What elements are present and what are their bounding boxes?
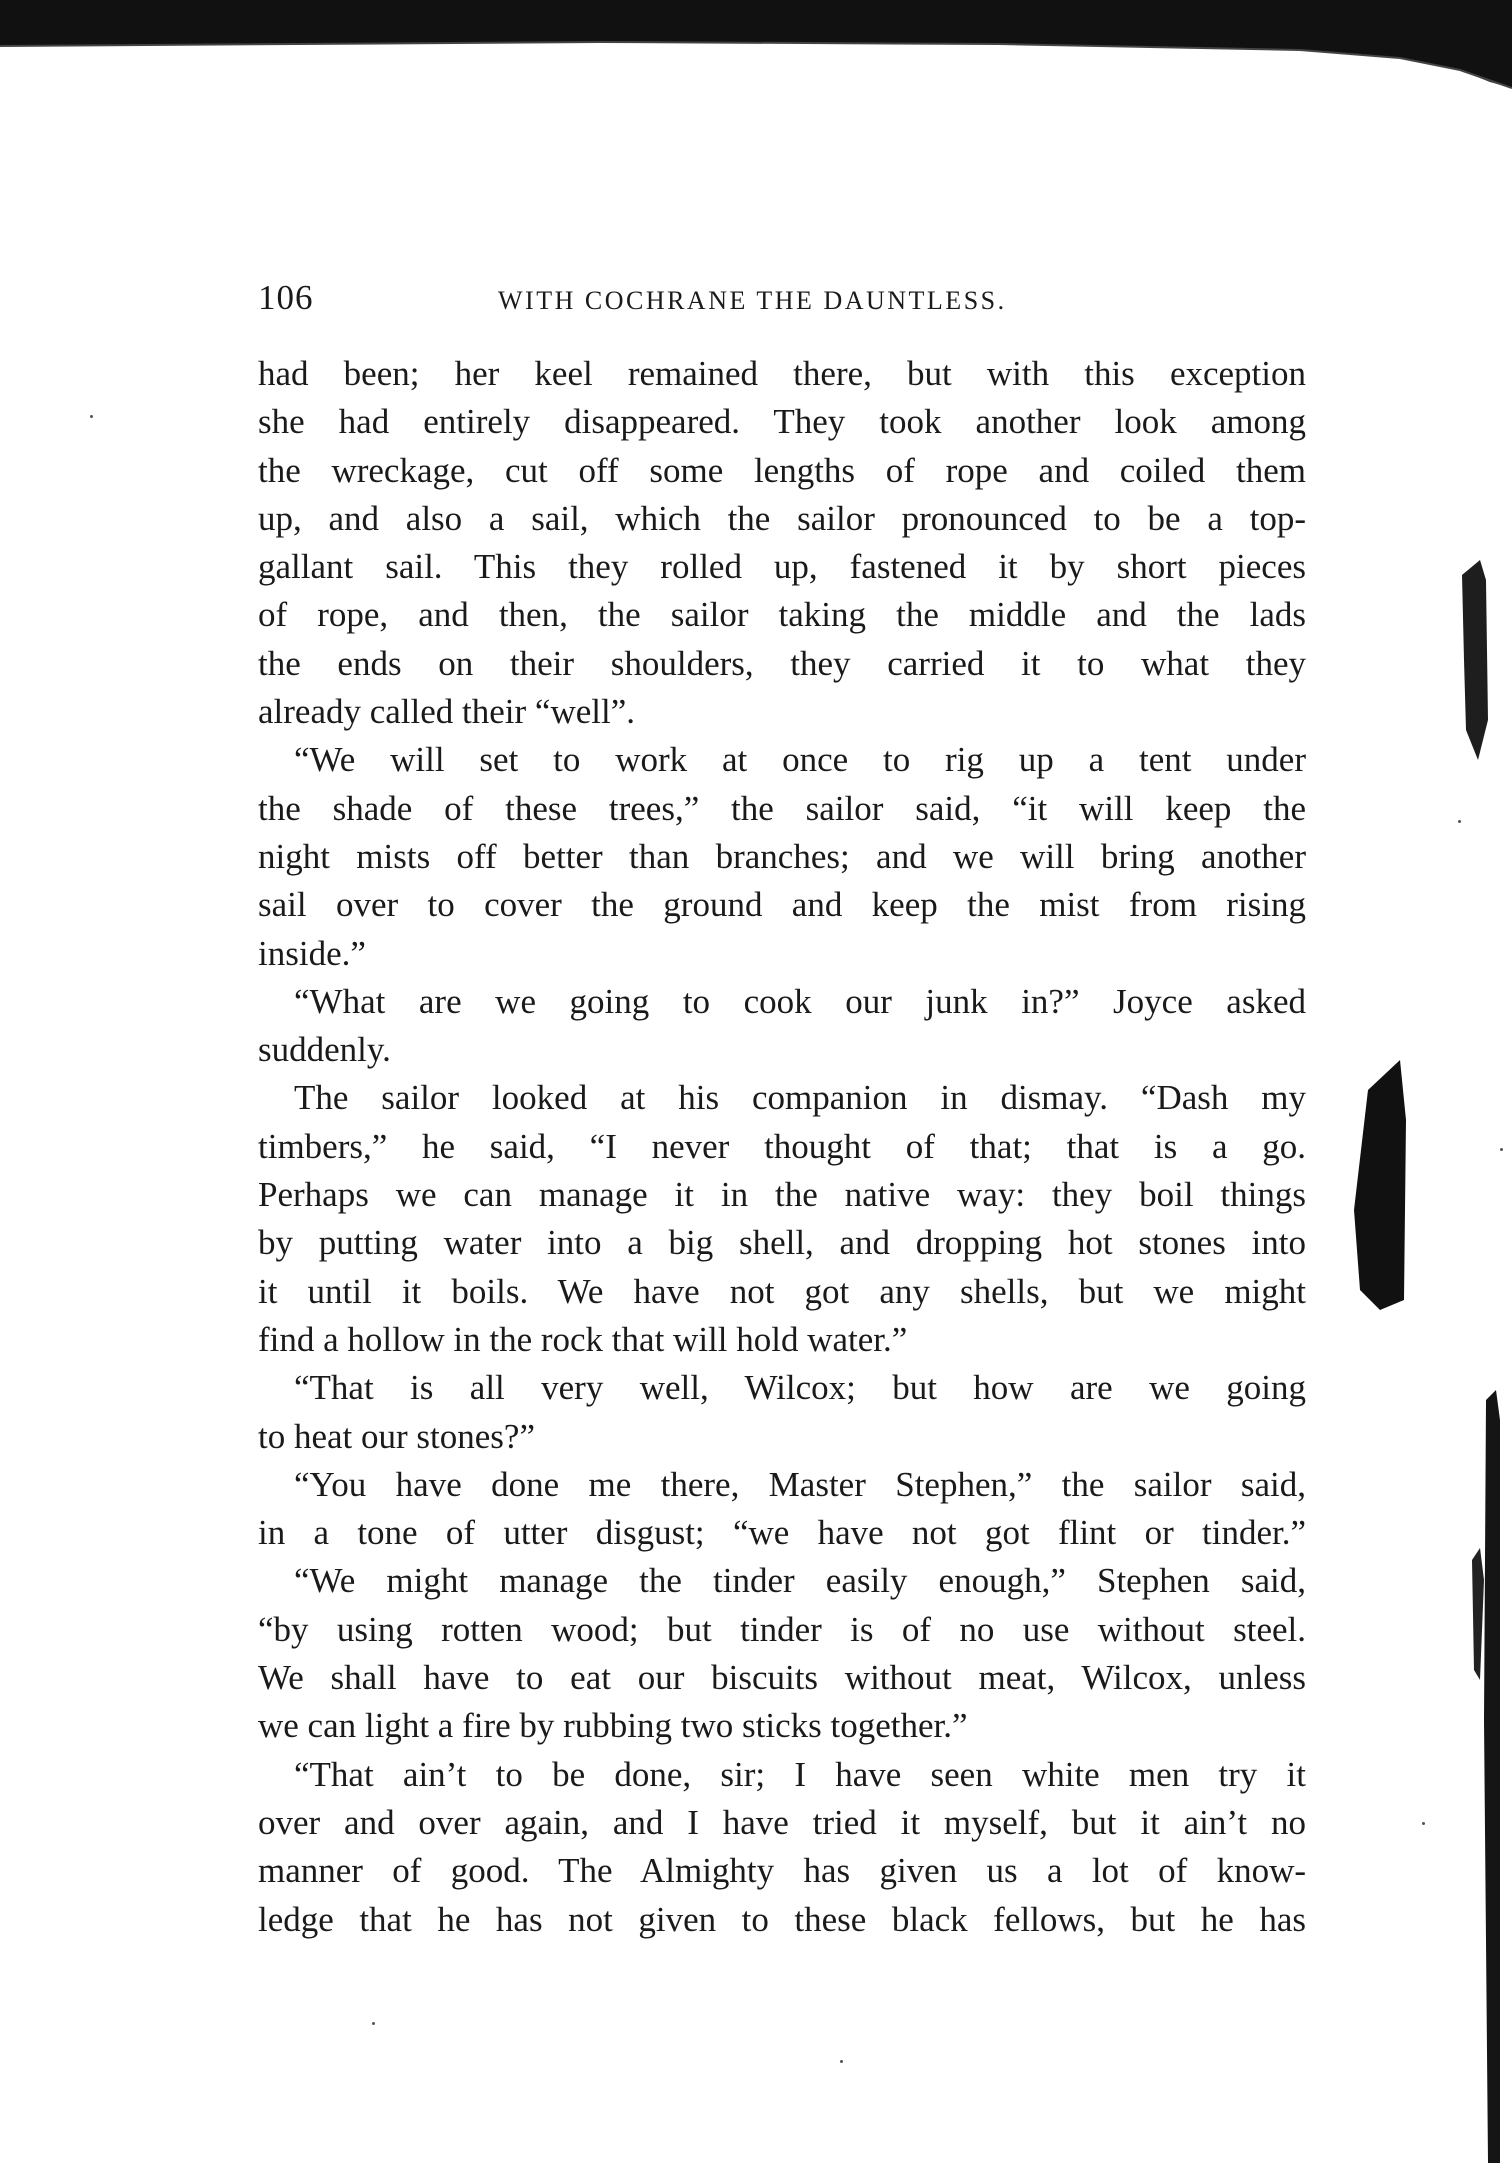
text-line: up, and also a sail, which the sailor pronounced to be a top-	[258, 498, 1306, 538]
text-line: “You have done me there, Master Stephen,” the sailor said,	[294, 1464, 1306, 1504]
text-line: the shade of these trees,” the sailor said, “it will keep the	[258, 788, 1306, 828]
text-line: we can light a fire by rubbing two sticks together.”	[258, 1706, 968, 1746]
running-title: WITH COCHRANE THE DAUNTLESS.	[498, 286, 1007, 315]
text-line: the ends on their shoulders, they carried it to what they	[258, 643, 1306, 683]
text-line: “by using rotten wood; but tinder is of no use without steel.	[258, 1609, 1306, 1649]
text-line: ledge that he has not given to these black fellows, but he has	[258, 1899, 1306, 1939]
text-line: find a hollow in the rock that will hold water.”	[258, 1319, 908, 1359]
text-line: by putting water into a big shell, and dropping hot stones into	[258, 1223, 1306, 1263]
text-line: of rope, and then, the sailor taking the middle and the lads	[258, 595, 1306, 635]
text-line: inside.”	[258, 933, 366, 973]
text-line: “That is all very well, Wilcox; but how are we going	[294, 1368, 1306, 1408]
text-line: Perhaps we can manage it in the native way: they boil things	[258, 1175, 1306, 1215]
text-line: “That ain’t to be done, sir; I have seen white men try it	[294, 1754, 1306, 1794]
text-line: to heat our stones?”	[258, 1416, 535, 1456]
text-line: We shall have to eat our biscuits without meat, Wilcox, unless	[258, 1658, 1306, 1698]
scan-speck	[372, 2022, 375, 2025]
text-line: sail over to cover the ground and keep the mist from rising	[258, 885, 1306, 925]
text-line: timbers,” he said, “I never thought of that; that is a go.	[258, 1126, 1306, 1166]
text-line: already called their “well”.	[258, 692, 636, 732]
running-head	[258, 278, 1308, 328]
text-line: “We might manage the tinder easily enough,” Stephen said,	[294, 1561, 1306, 1601]
text-line: gallant sail. This they rolled up, fastened it by short pieces	[258, 547, 1306, 587]
scan-edge-marks	[1340, 520, 1512, 2163]
text-line: night mists off better than branches; and we will bring another	[258, 836, 1306, 876]
text-line: suddenly.	[258, 1030, 391, 1070]
text-line: the wreckage, cut off some lengths of rope and coiled them	[258, 450, 1306, 490]
body-text	[258, 350, 1306, 1944]
text-line: in a tone of utter disgust; “we have not got flint or tinder.”	[258, 1513, 1306, 1553]
text-line: “We will set to work at once to rig up a tent under	[294, 740, 1306, 780]
text-line: had been; her keel remained there, but with this exception	[258, 354, 1306, 393]
text-line: it until it boils. We have not got any shells, but we might	[258, 1271, 1306, 1311]
scan-speck	[1422, 1822, 1425, 1825]
scan-speck	[1458, 820, 1461, 823]
text-line: manner of good. The Almighty has given us a lot of know-	[258, 1851, 1306, 1891]
scan-speck	[1500, 1148, 1503, 1151]
scan-top-edge	[0, 0, 1512, 90]
text-line: over and over again, and I have tried it myself, but it ain’t no	[258, 1802, 1306, 1842]
scan-speck	[840, 2060, 843, 2063]
text-line: The sailor looked at his companion in dismay. “Dash my	[294, 1078, 1306, 1118]
scan-speck	[90, 415, 93, 418]
text-line: she had entirely disappeared. They took another look among	[258, 402, 1306, 442]
page-number: 106	[258, 278, 314, 317]
text-line: “What are we going to cook our junk in?” Joyce asked	[294, 981, 1306, 1021]
